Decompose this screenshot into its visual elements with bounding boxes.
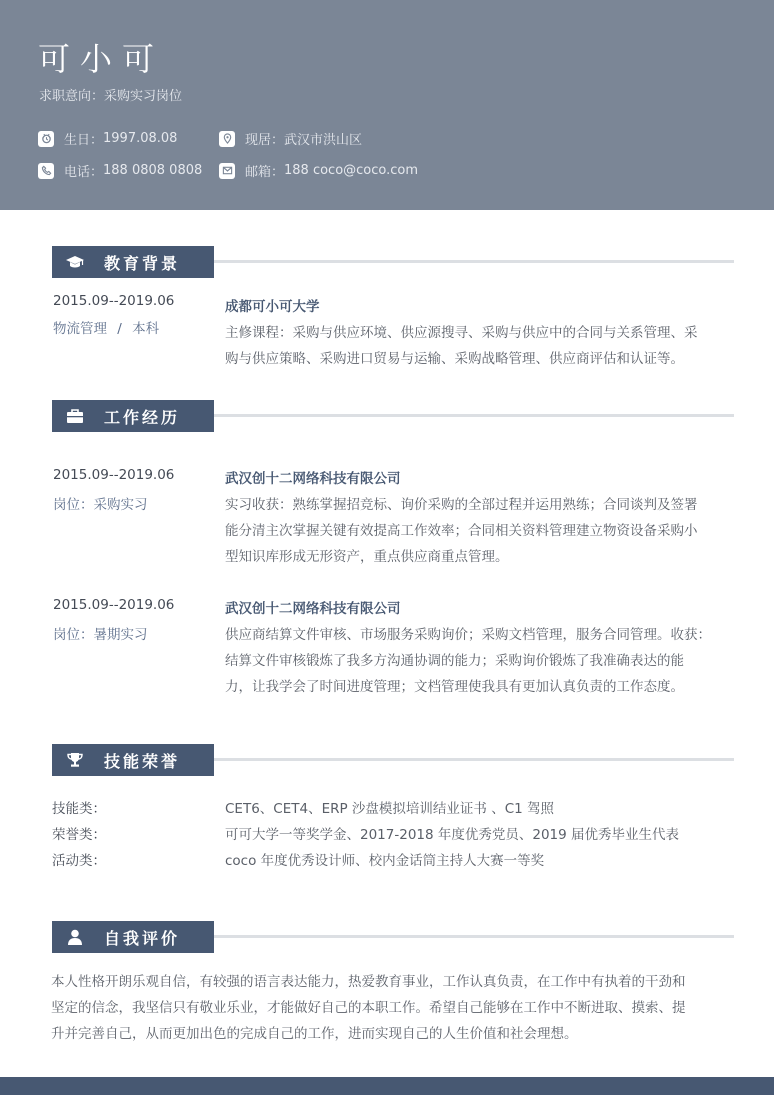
education-title: 教育背景: [104, 253, 181, 273]
self-line-3: 升并完善自己，从而更加出色的完成自己的工作，进而实现自己的人生价值和社会理想。: [51, 1026, 578, 1042]
job-2-role-value: 暑期实习: [93, 627, 148, 643]
phone-icon: [38, 163, 54, 179]
intent-label: 求职意向：: [39, 89, 105, 104]
education-major-degree: [53, 317, 159, 337]
skills-section-header: [52, 744, 734, 776]
job-1-role-label: 岗位：: [53, 497, 94, 513]
skills-title: 技能荣誉: [104, 751, 181, 771]
envelope-icon: [219, 163, 235, 179]
work-title: 工作经历: [104, 407, 181, 427]
education-section-header: [52, 246, 734, 278]
job-1-line-3: 型知识库形成无形资产，重点供应商重点管理。: [225, 549, 509, 565]
courses-line-2: 购与供应策略、采购进口贸易与运输、采购战略管理、供应商评估和认证等。: [225, 351, 684, 367]
intent-value: 采购实习岗位: [104, 89, 183, 104]
job-2-line-3: 力，让我学会了时间进度管理；文档管理使我具有更加认真负责的工作态度。: [225, 679, 684, 695]
skills-value-3: coco 年度优秀设计师、校内金话筒主持人大赛一等奖: [225, 853, 545, 869]
school-name: 成都可小可大学: [225, 299, 320, 315]
skills-title-box: [52, 744, 214, 776]
job-1-role-value: 采购实习: [93, 497, 148, 513]
work-section-header: [52, 400, 734, 432]
courses-line-1: 主修课程：采购与供应环境、供应源搜寻、采购与供应中的合同与关系管理、采: [225, 325, 698, 341]
location-value: 武汉市洪山区: [284, 133, 363, 148]
user-icon: [64, 928, 86, 946]
education-date: 2015.09--2019.06: [53, 293, 175, 309]
job-1-line-2: 能分清主次掌握关键有效提高工作效率；合同相关资料管理建立物资设备采购小: [225, 523, 698, 539]
skills-value-1: CET6、CET4、ERP 沙盘模拟培训结业证书 、C1 驾照: [225, 801, 555, 817]
phone-label: 电话：: [64, 165, 104, 180]
self-title-box: [52, 921, 214, 953]
job-1-line-1: 实习收获：熟练掌握招竞标、询价采购的全部过程并运用熟练；合同谈判及签署: [225, 497, 698, 513]
candidate-name: 可小可: [38, 40, 165, 78]
education-separator: /: [117, 321, 122, 337]
briefcase-icon: [64, 407, 86, 425]
skills-label-1: 技能类：: [52, 801, 106, 817]
job-2-role: [53, 623, 148, 643]
skills-label-3: 活动类：: [52, 853, 106, 869]
graduation-cap-icon: [64, 253, 86, 271]
education-degree: 本科: [132, 321, 160, 337]
job-intent: [39, 85, 182, 104]
birthday-icon: [38, 131, 54, 147]
email-label: 邮箱：: [245, 165, 285, 180]
job-2-company: 武汉创十二网络科技有限公司: [225, 601, 401, 617]
birth-info: [38, 129, 177, 148]
location-label: 现居：: [245, 133, 285, 148]
resume-header: [0, 0, 774, 210]
job-2-line-1: 供应商结算文件审核、市场服务采购询价；采购文档管理，服务合同管理。收获：: [225, 627, 711, 643]
phone-info: [38, 161, 202, 180]
education-major: 物流管理: [53, 321, 107, 337]
skills-label-2: 荣誉类：: [52, 827, 106, 843]
email-value: 188 coco@coco.com: [284, 163, 419, 178]
self-section-header: [52, 921, 734, 953]
self-line-1: 本人性格开朗乐观自信，有较强的语言表达能力，热爱教育事业，工作认真负责，在工作中有执着的干劲和: [51, 974, 686, 990]
job-2-line-2: 结算文件审核锻炼了我多方沟通协调的能力；采购询价锻炼了我准确表达的能: [225, 653, 684, 669]
work-title-box: [52, 400, 214, 432]
job-2-role-label: 岗位：: [53, 627, 94, 643]
skills-divider: [214, 758, 734, 761]
self-divider: [214, 935, 734, 938]
location-pin-icon: [219, 131, 235, 147]
job-1-company: 武汉创十二网络科技有限公司: [225, 471, 401, 487]
education-divider: [214, 260, 734, 263]
email-info: [219, 161, 418, 180]
self-line-2: 坚定的信念，我坚信只有敬业乐业，才能做好自己的本职工作。希望自己能够在工作中不断进取、摸索、提: [51, 1000, 686, 1016]
birth-value: 1997.08.08: [103, 131, 178, 146]
job-2-date: 2015.09--2019.06: [53, 597, 175, 613]
education-title-box: [52, 246, 214, 278]
self-title: 自我评价: [104, 928, 181, 948]
birth-label: 生日：: [64, 133, 104, 148]
phone-value: 188 0808 0808: [103, 163, 203, 178]
footer-bar: [0, 1077, 774, 1095]
location-info: [219, 129, 362, 148]
job-1-role: [53, 493, 148, 513]
skills-value-2: 可可大学一等奖学金、2017-2018 年度优秀党员、2019 届优秀毕业生代表: [225, 827, 680, 843]
work-divider: [214, 414, 734, 417]
job-1-date: 2015.09--2019.06: [53, 467, 175, 483]
trophy-icon: [64, 751, 86, 769]
